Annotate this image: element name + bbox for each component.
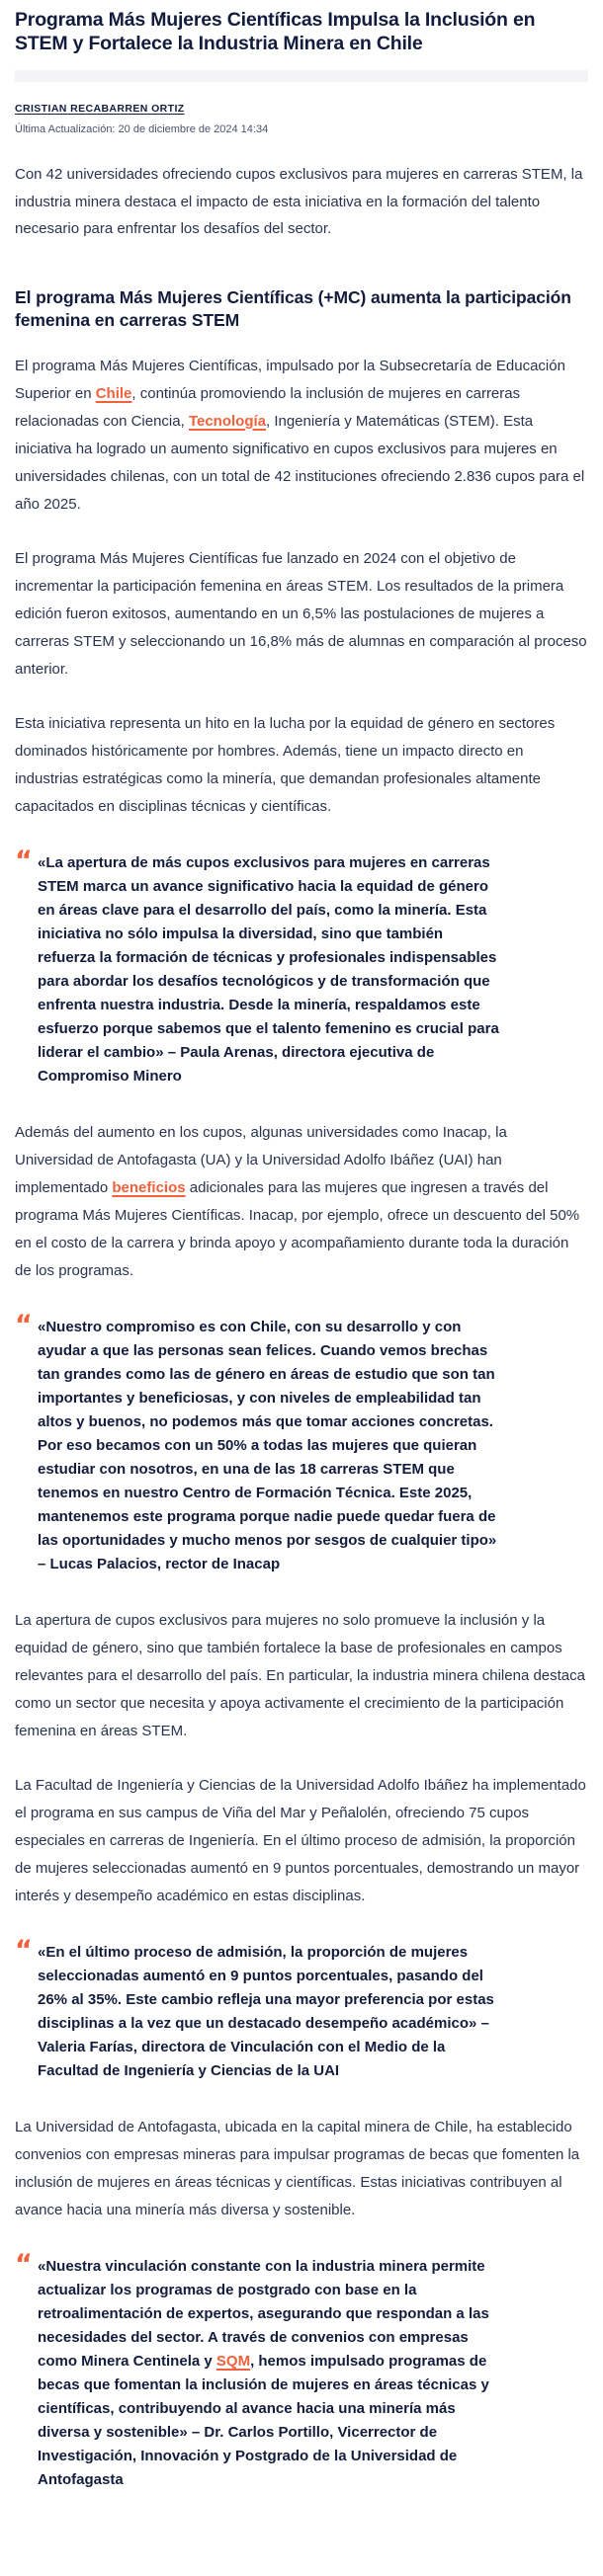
byline bbox=[15, 99, 588, 135]
paragraph-7: La Universidad de Antofagasta, ubicada en la capital minera de Chile, ha establecido convenios con empresas mineras para impulsar programas de becas que fomenten la inclusión de mujeres en áreas técnicas y científicas. Estas iniciativas contribuyen al avance hacia una minería más diversa y sostenible. bbox=[15, 2118, 580, 2218]
quote-icon: “ bbox=[15, 2248, 33, 2280]
inline-link[interactable]: Tecnología bbox=[188, 412, 266, 430]
quote-icon: “ bbox=[15, 845, 33, 876]
blockquote-4 bbox=[15, 2248, 588, 2492]
text-run: , Ingeniería y Matemáticas (STEM). Esta iniciativa ha logrado un aumento significativo en cupos exclusivos para mujeres en universidades chilenas, con un total de 42 instituciones ofreciendo 2.836 cupos para el año 2025. bbox=[15, 412, 585, 513]
article-title: Programa Más Mujeres Científicas Impulsa la Inclusión en STEM y Fortalece la Industria Minera en Chile bbox=[15, 9, 536, 54]
text-run: adicionales para las mujeres que ingresen a través del programa Más Mujeres Científicas. Inacap, por ejemplo, ofrece un descuento del 50% en el costo de la carrera y brinda apoyo y acompañamiento durante toda la duración de los programas. bbox=[15, 1178, 580, 1279]
text-run: , hemos impulsado programas de becas que fomentan la inclusión de mujeres en áreas técnicas y científicas, contribuyendo al avance hacia una minería más diversa y sostenible» – Dr. Carlos Portillo, Vicerrector de Investigación, Innovación y Postgrado de la Universidad de Antofagasta bbox=[38, 2352, 489, 2488]
paragraph-3: Esta iniciativa representa un hito en la lucha por la equidad de género en sectores dominados históricamente por hombres. Además, tiene un impacto directo en industrias estratégicas como la minería, que demandan profesionales altamente capacitados en disciplinas técnicas y científicas. bbox=[15, 714, 556, 815]
section-heading: El programa Más Mujeres Científicas (+MC) aumenta la participación femenina en carreras STEM bbox=[15, 286, 571, 330]
paragraph-4 bbox=[15, 1119, 588, 1285]
quote-text-4 bbox=[38, 2255, 503, 2492]
quote-icon: “ bbox=[15, 1934, 33, 1966]
text-run: «Nuestra vinculación constante con la industria minera permite actualizar los programas de postgrado con base en la retroalimentación de expertos, asegurando que respondan a las necesidades del sector. A través de convenios con empresas como Minera Centinela y bbox=[38, 2257, 489, 2370]
blockquote-1 bbox=[15, 845, 588, 1088]
quote-text-1: «La apertura de más cupos exclusivos para mujeres en carreras STEM marca un avance significativo hacia la equidad de género en áreas clave para el desarrollo del país, como la minería. Esta iniciativa no sólo impulsa la diversidad, sino que también refuerza la formación de técnicas y profesionales indispensables para abordar los desafíos tecnológicos y de transformación que enfrenta nuestra industria. Desde la minería, respaldamos este esfuerzo porque sabemos que el talento femenino es crucial para liderar el cambio» – Paula Arenas, directora ejecutiva de Compromiso Minero bbox=[38, 853, 499, 1085]
divider-bar bbox=[15, 70, 588, 82]
inline-link[interactable]: beneficios bbox=[112, 1178, 186, 1196]
blockquote-2 bbox=[15, 1309, 588, 1576]
lead-paragraph: Con 42 universidades ofreciendo cupos exclusivos para mujeres en carreras STEM, la industria minera destaca el impacto de esta iniciativa en la formación del talento necesario para enfrentar los desafíos del sector. bbox=[15, 166, 583, 237]
updated-timestamp: Última Actualización: 20 de diciembre de 2024 14:34 bbox=[15, 123, 269, 135]
quote-text-3: «En el último proceso de admisión, la proporción de mujeres seleccionadas aumentó en 9 puntos porcentuales, pasando del 26% al 35%. Este cambio refleja una mayor preferencia por estas disciplinas a la vez que un destacado desempeño académico» – Valeria Farías, directora de Vinculación con el Medio de la Facultad de Ingeniería y Ciencias de la UAI bbox=[38, 1943, 494, 2079]
author-link[interactable]: CRISTIAN RECABARREN ORTIZ bbox=[15, 103, 185, 115]
paragraph-5: La apertura de cupos exclusivos para mujeres no solo promueve la inclusión y la equidad de género, sino que también fortalece la base de profesionales en campos relevantes para el desarrollo del país. En particular, la industria minera chilena destaca como un sector que necesita y apoya activamente el crecimiento de la participación femenina en áreas STEM. bbox=[15, 1611, 585, 1739]
paragraph-2: El programa Más Mujeres Científicas fue lanzado en 2024 con el objetivo de incrementar la participación femenina en áreas STEM. Los resultados de la primera edición fueron exitosos, aumentando en un 6,5% las postulaciones de mujeres a carreras STEM y seleccionando un 16,8% más de alumnas en comparación al proceso anterior. bbox=[15, 549, 587, 678]
paragraph-6: La Facultad de Ingeniería y Ciencias de la Universidad Adolfo Ibáñez ha implementado el programa en sus campus de Viña del Mar y Peñalolén, ofreciendo 75 cupos especiales en carreras de Ingeniería. En el último proceso de admisión, la proporción de mujeres seleccionadas aumentó en 9 puntos porcentuales, demostrando un mayor interés y desempeño académico en estas disciplinas. bbox=[15, 1776, 586, 1904]
quote-icon: “ bbox=[15, 1309, 33, 1340]
quote-text-2: «Nuestro compromiso es con Chile, con su desarrollo y con ayudar a que las personas sean felices. Cuando vemos brechas tan grandes como las de género en áreas de estudio que son tan importantes y beneficiosas, y con niveles de empleabilidad tan altos y buenos, no podemos más que tomar acciones concretas. Por eso becamos con un 50% a todas las mujeres que quieran estudiar con nosotros, en una de las 18 carreras STEM que tenemos en nuestro Centro de Formación Técnica. Este 2025, mantenemos este programa porque nadie puede quedar fuera de las oportunidades y mucho menos por sesgos de cualquier tipo» – Lucas Palacios, rector de Inacap bbox=[38, 1318, 497, 1572]
inline-link[interactable]: SQM bbox=[215, 2352, 251, 2370]
text-run: El programa Más Mujeres Científicas, impulsado por la Subsecretaría de Educación Superior en bbox=[15, 357, 565, 402]
text-run: , continúa promoviendo la inclusión de mujeres en carreras relacionadas con Ciencia, bbox=[15, 384, 521, 430]
inline-link[interactable]: Chile bbox=[95, 384, 132, 402]
text-run: Además del aumento en los cupos, algunas universidades como Inacap, la Universidad de Antofagasta (UA) y la Universidad Adolfo Ibáñez (UAI) han implementado bbox=[15, 1123, 507, 1196]
paragraph-1 bbox=[15, 353, 588, 519]
blockquote-3 bbox=[15, 1934, 588, 2083]
